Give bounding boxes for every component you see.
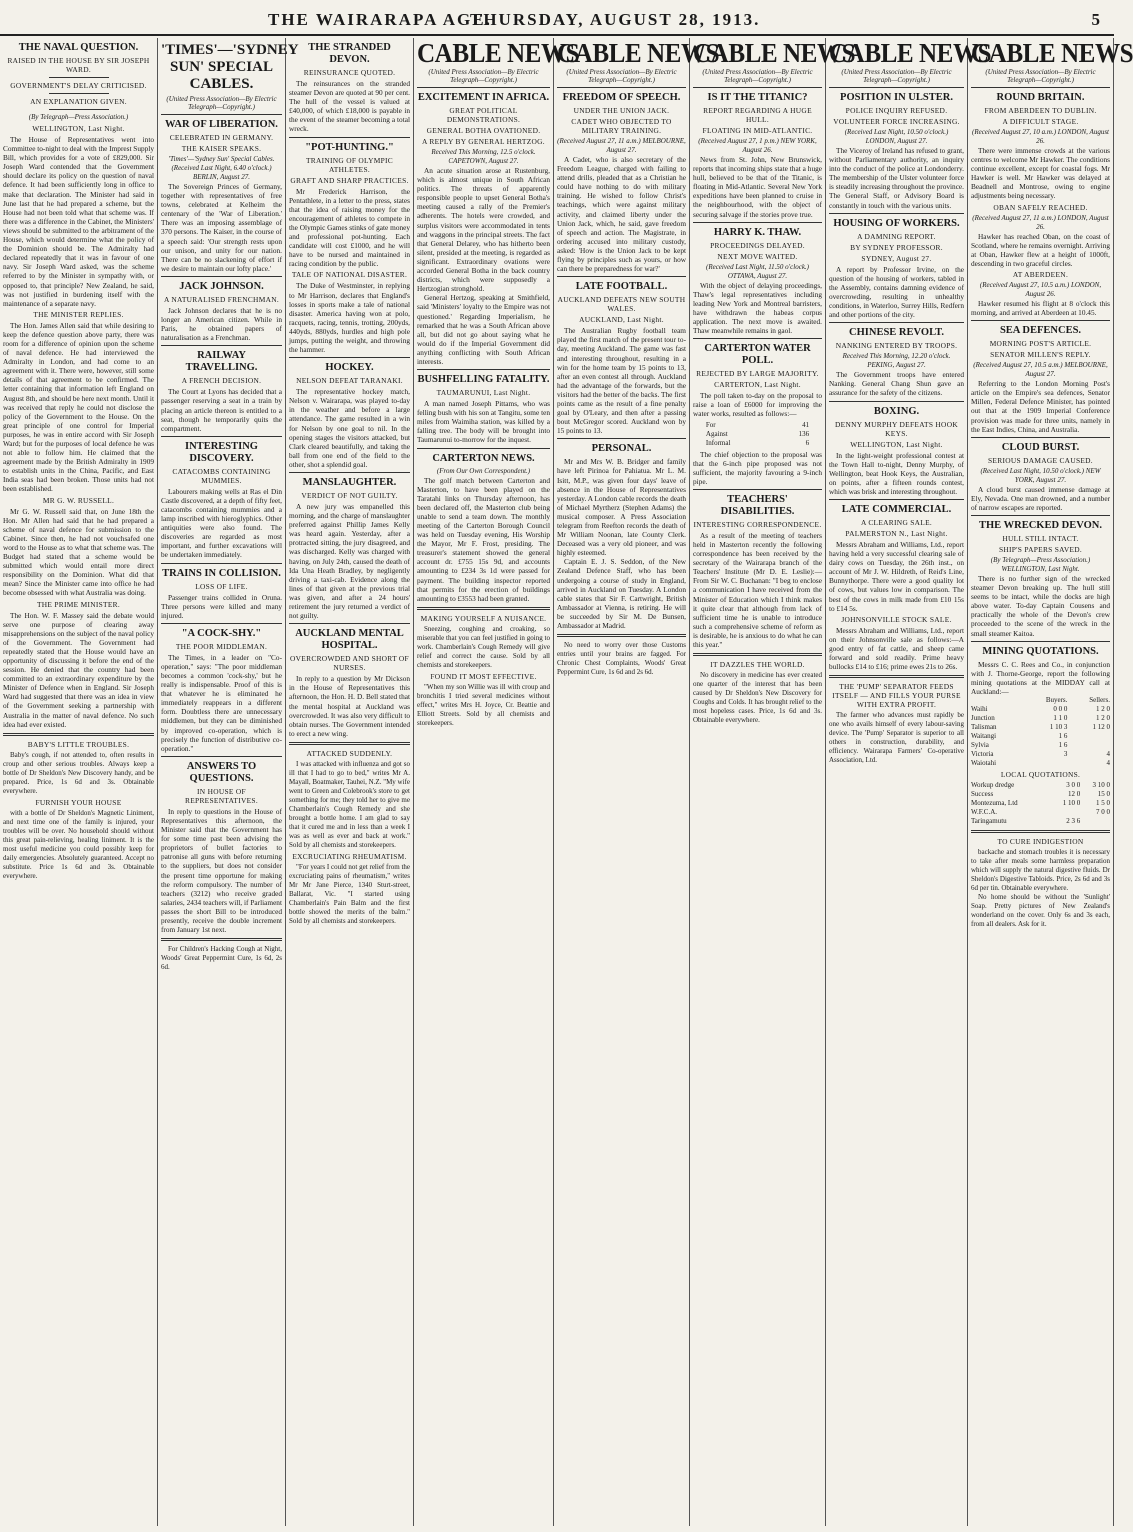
table-row: Taringamutu 2 3 6 (971, 817, 1081, 825)
subheadline: BY SYDNEY PROFESSOR. (850, 242, 943, 252)
newspaper-title: THE WAIRARAPA AGE. (268, 10, 492, 29)
headline: BOXING. (873, 405, 920, 417)
article-text: A cloud burst caused immense damage at Ely, Nevada. One man drowned, and a number of narrow escapes are reported. (971, 484, 1110, 512)
dateline: (Received August 27, 11 a.m.) MELBOURNE, August 27. (557, 137, 686, 154)
dateline: (Received August 27, 1 p.m.) NEW YORK, August 26. (698, 137, 817, 154)
article-text: News from St. John, New Brunswick, reports that incoming ships state that a huge hull, believed to be that of the Titanic, is floating in Mid-Atlantic. Several New York expeditions have been planned to cruise in the neighbourhood, with the object of securing salvage if the stories prove true. (693, 155, 822, 219)
table-row: Waiotahi 4 (971, 759, 1110, 767)
page-number: 5 (1091, 10, 1102, 29)
headline: ANSWERS TO QUESTIONS. (186, 760, 257, 784)
article-text: There were immense crowds at the various centres to welcome Mr Hawker. The conditions continue excellent, except for coastal fogs. Mr Hawker is well. Mr Hawker was delayed at Beadnell and Montrose, owing to engine adjustments being necessary. (971, 146, 1110, 201)
table-row: Junction 1 1 0 1 2 0 (971, 714, 1110, 722)
column-1 (0, 38, 158, 1526)
subheadline: RAISED IN THE HOUSE BY SIR JOSEPH WARD. (7, 56, 150, 74)
column-7 (826, 38, 992, 1526)
headline: EXCITEMENT IN AFRICA. (417, 92, 550, 103)
article-text: A report by Professor Irvine, on the question of the housing of workers, tabled in the Assembly, contains damning evidence of overcrowding, resulting in unhealthy conditions, in Waterloo, Surrey Hills, Redfern and other portions of the city. (829, 264, 964, 320)
column-5 (554, 38, 720, 1526)
advert-text: No home should be without the 'Sunlight' Soap. Pretty pictures of New Zealand's wonderland on the cover. Only 6s and 3s each, from all dealers. Ask for it. (971, 893, 1110, 928)
dateline: WELLINGTON, Last Night. (32, 124, 125, 133)
subheadline: VERDICT OF NOT GUILTY. (301, 491, 398, 500)
article-text: The Government troops have entered Nanking. General Chang Shun gave an assurance for the safety of the citizens. (829, 370, 964, 398)
column-8 (968, 38, 1133, 1526)
headline: FREEDOM OF SPEECH. (562, 92, 681, 103)
subheadline: POLICE INQUIRY REFUSED. (845, 106, 948, 115)
subheadline: NANKING ENTERED BY TROOPS. (835, 341, 958, 351)
table-row: Against 136 (705, 429, 810, 438)
subheadline: A FRENCH DECISION. (181, 376, 262, 386)
advert-heading: IT DAZZLES THE WORLD. (710, 660, 805, 670)
advert-heading: MAKING YOURSELF A NUISANCE. (420, 613, 547, 623)
dateline: 'Times'—'Sydney Sun' Special Cables. (Received Last Night, 6.40 o'clock.) BERLIN, August 27. (168, 155, 275, 181)
advert-text: For Children's Hacking Cough at Night, Woods' Great Peppermint Cure, 1s 6d, 2s 6d. (161, 945, 282, 972)
headline: TRAINS IN COLLISION. (162, 567, 281, 579)
subheadline: A DAMNING REPORT. (857, 231, 936, 241)
subheadline: CELEBRATED IN GERMANY. (169, 133, 274, 142)
article-text: As a result of the meeting of teachers held in Masterton recently the following correspondence has been received by the secretary of the Wairarapa branch of the Teachers' Institute (Mr D. E. Leslie):— From Sir W. C. Buchanan: "I beg to enclose a communication I have received from the Minister of Education which I think makes it quite clear that although from lack of sufficient time he is unable to introduce such a comprehensive scheme of reform as is desirable, he is anxious to do what he can this year." (693, 530, 822, 649)
advert-text: I was attacked with influenza and got so ill that I had to go to bed," writes Mr A. Mayall, Boatmaker, Tauhei, N.Z. "My wife went to Green and Colebrook's store to get something for me; they told her to give me Chamberlain's Cough Remedy and she brought a bottle home. I am glad to say that it cured me and in less than a week I was as well as ever and back at work." Sold by all chemists and storekeepers. (289, 759, 410, 849)
dateline: AUCKLAND, Last Night. (579, 315, 664, 325)
headline: "A COCK-SHY." (181, 627, 262, 639)
credit: (United Press Association—By Electric Telegraph—Copyright.) (702, 68, 813, 84)
subheadline: THE KAISER SPEAKS. (181, 144, 262, 153)
headline: ROUND BRITAIN. (996, 92, 1085, 103)
subheadline: TALE OF NATIONAL DISASTER. (291, 270, 408, 280)
subheadline: OVERCROWDED AND SHORT OF NURSES. (290, 654, 409, 673)
dateline: (Received August 27, 10.5 a.m.) MELBOURNE, August 27. (973, 361, 1108, 379)
subheadline: REINSURANCE QUOTED. (303, 68, 396, 77)
article-text: A new jury was empanelled this morning, and the charge of manslaughter preferred against Phillip James Kelly was heard again. Yesterday, after a protracted sitting, the jury disagreed, and was discharged. Kelly was charged with having, on July 24th, caused the death of Ida Una Heath Bradley, by negligently driving a taxi-cab. Evidence along the lines of that given at the previous trial was given, and after a 24 hours' retirement the jury returned a verdict of not guilty. (289, 502, 410, 621)
article-text: The Times, in a leader on "Co-operation," says: "The poor middleman becomes a common 'cock-shy,' but he really is indispensable. Proof of this is that whatever he is eliminated he immediately reappears in a different form. Doubtless there are unnecessary middlemen, but they can be diminished by improved co-operation, which is precisely the function of distributive co-operation." (161, 652, 282, 753)
dateline: Received This Morning, 12.5 o'clock. CAPETOWN, August 27. (431, 148, 536, 165)
section-banner: 'TIMES'—'SYDNEY SUN' SPECIAL CABLES. (161, 42, 299, 92)
dateline: (Received August 27, 11 a.m.) LONDON, August 26. (972, 213, 1109, 231)
headline: LATE COMMERCIAL. (841, 503, 952, 515)
table-row: Sylvia 1 6 (971, 741, 1068, 749)
credit: (By Telegraph—Press Association.) (28, 113, 129, 121)
article-text: Messrs Abraham and Williams, Ltd., report having held a very successful clearing sale of dairy cows on Tuesday, the 26th inst., on account of Mr J. W. Hildreth, of Reid's Line, Bunnythorpe. There were a good quality lot of cows, but values low in comparison. The best of the cows in milk made from £10 15s to £14 5s. (829, 539, 964, 613)
dateline: PALMERSTON N., Last Night. (845, 528, 948, 538)
dateline: TAUMARUNUI, Last Night. (436, 388, 531, 398)
masthead (0, 0, 1114, 36)
headline: RAILWAY TRAVELLING. (185, 350, 258, 374)
table-row: Waitangi 1 6 (971, 732, 1068, 740)
mining-quotations-table (971, 696, 1110, 768)
subheadline: DENNY MURPHY DEFEATS HOOK KEYS. (835, 419, 958, 438)
subheadline: A NATURALISED FRENCHMAN. (164, 294, 279, 304)
table-row: Talisman 1 10 3 1 12 0 (971, 723, 1110, 731)
credit: (United Press Association—By Electric Telegraph—Copyright.) (841, 68, 952, 84)
advert-heading: EXCRUCIATING RHEUMATISM. (292, 851, 407, 861)
headline: PERSONAL. (591, 443, 652, 455)
article-text: Referring to the London Morning Post's article on the Empire's sea defences, Senator Millen, Federal Defence Minister, has pointed out that at the 1909 Imperial Conference provision was made for three units, namely in the East Indies, China, and Australia. (971, 379, 1110, 434)
headline: SEA DEFENCES. (999, 325, 1082, 337)
advert-heading: TO CURE INDIGESTION (997, 837, 1084, 846)
subheadline: A REPLY BY GENERAL HERTZOG. (422, 137, 545, 146)
headline: "POT-HUNTING." (305, 141, 394, 153)
article-text: The Hon. James Allen said that while desiring to keep the defence question above party, there was room for a difference of opinion upon the scheme of naval defence. He had interviewed the Admiralty in London, and had come to an agreement with it. There were, however, still some details of that agreement to be confirmed. The letter containing that information left England on August 8th, and should be here next month. Until it was received that reply he could not disclose the policy of the Government to the House. On the great principle of one control for Imperial purposes, he was in entire accord with Sir Joseph Ward; but for the purposes of local defence he was not able to follow him. He claimed that the agreement made by the British Admiralty in 1909 to establish units in the China, Pacific, and East India seas had been broken. Those units had not been established. (3, 320, 154, 494)
subheadline: CADET WHO OBJECTED TO MILITARY TRAINING. (571, 117, 672, 135)
advert-text: Sneezing, coughing and croaking, so miserable that you can feel justified in going to work. Chamberlain's Cough Remedy will give relief and correct the cause. Sold by all chemists and storekeepers. (417, 624, 550, 669)
subheadline: AT ABERDEEN. (1012, 269, 1069, 279)
credit: (United Press Association—By Electric Telegraph—Copyright.) (428, 68, 539, 84)
advert-text: with a bottle of Dr Sheldon's Magnetic Liniment, and next time one of the family is injured, your troubles will be over. No household should without this great pain-relieving, healing liniment. It is the most useful medicine you could possibly keep for daily emergencies. Absolutely guaranteed. Accept no substitute. Price 1s 6d and 3s. Obtainable everywhere. (3, 808, 154, 880)
article-text: The House of Representatives went into Committee to-night to deal with the Imprest Supply Bill, which provides for a vote of £829,000. Sir Joseph Ward contended that the Government should declare its policy on the question of naval defence. It had been sufficiently long in office to make that declaration. The Minister had said in June last that he had prepared a scheme, but the House had not been told what that scheme was. If there was a difference in the Cabinet, the Ministers' views should be submitted to the arbitrament of the House, which would determine what the policy of the Dominion should be. The Admiralty had declared repeatedly that it was in favour of one navy. Sir Joseph Ward asked, was the scheme referred to by the Minister in sympathy with, or opposed to, that principle? New Zealand, he said, was not justified in burdening itself with the maintenance of a separate navy. (3, 135, 154, 308)
subheadline: MR G. W. RUSSELL. (42, 495, 115, 505)
article-text: The Duke of Westminster, in replying to Mr Harrison, declares that England's losses in sports make a tale of national disaster. America having won at polo, racquets, racing, tennis, trotting, 200yds, 440yds, 880yds, hurdles and high pole jumps, putting the weight, and throwing the hammer. (289, 281, 410, 355)
subheadline: OBAN SAFELY REACHED. (993, 202, 1088, 212)
advert-text: "For years I could not get relief from the excruciating pains of rheumatism," writes Mr Mr Jane Pierce, 1340 Sturt-street, Ballarat, Vic. "I started using Chamberlain's Pain Balm and the first bottle showed the merits of the balm." Sold by all chemists and storekeepers. (289, 862, 410, 925)
subheadline: SERIOUS DAMAGE CAUSED. (988, 455, 1093, 465)
subheadline: REJECTED BY LARGE MAJORITY. (696, 369, 819, 379)
column-4 (414, 38, 580, 1526)
article-text: The chief objection to the proposal was that the 6-inch pipe proposed was not sufficient, the majority favouring a 9-inch pipe. (693, 449, 822, 486)
dateline: CARTERTON, Last Night. (714, 380, 801, 390)
article-text: Jack Johnson declares that he is no longer an American citizen. While in Paris, he obtained papers of naturalisation as a Frenchman. (161, 305, 282, 343)
subheadline: VOLUNTEER FORCE INCREASING. (833, 117, 960, 126)
subheadline: (From Our Own Correspondent.) (436, 466, 531, 475)
dateline: (Received Last Night, 10.50 o'clock.) NEW YORK, August 27. (980, 466, 1101, 484)
subheadline: GRAFT AND SHARP PRACTICES. (290, 175, 409, 185)
advert-heading: THE 'PUMP' SEPARATOR FEEDS ITSELF — AND FILLS YOUR PURSE WITH EXTRA PROFIT. (832, 682, 961, 710)
subheadline: SHIP'S PAPERS SAVED. (998, 544, 1083, 554)
table-row: Workup dredge 3 0 0 3 10 0 (971, 781, 1110, 789)
table-row: Informal 6 (705, 438, 810, 447)
subheadline: IN HOUSE OF REPRESENTATIVES. (185, 786, 258, 805)
column-3 (286, 38, 414, 1526)
subheadline: LOSS OF LIFE. (195, 581, 248, 591)
article-text: The poll taken to-day on the proposal to raise a loan of £6000 for improving the water works, resulted as follows:— (693, 391, 822, 419)
advert-text: "When my son Willie was ill with croup and bronchitis I tried several medicines without effect," writes Mrs H. Joyce, Cr. Beattie and Elliott Streets. Sold by all chemists and storekeepers. (417, 682, 550, 727)
dateline: (Received Last Night, 11.50 o'clock.) OTTAWA, August 27. (705, 262, 810, 280)
table-row: Victoria 3 4 (971, 750, 1110, 758)
table-row: Montezuma, Ltd 1 10 0 1 5 0 (971, 799, 1110, 807)
dateline: Received This Morning, 12.20 o'clock. PEKING, August 27. (842, 352, 951, 370)
article-text: The representative hockey match, Nelson v. Wairarapa, was played to-day in the weather and before a large attendance. The game resulted in a win for Nelson by one goal to nil. In the opening stages the visitors attacked, but Clark cleared beautifully, and taking the ball from one end of the field to the other, shot a splendid goal. (289, 387, 410, 469)
dateline: SYDNEY, August 27. (861, 253, 932, 263)
article-text: With the object of delaying proceedings, Thaw's legal representatives including leading New York and Montreal barristers, have withdrawn the habeas corpus application. The next move is awaited. Thaw meanwhile remains in gaol. (693, 280, 822, 336)
subheadline: FROM ABERDEEN TO DUBLIN. (984, 106, 1097, 115)
article-text: In the light-weight professional contest at the Town Hall to-night, Denny Murphy, of Wellington, beat Hook Keys, the Australian, on points, after a fifteen rounds contest, which was brisk and interesting throughout. (829, 450, 964, 496)
advert-heading: FURNISH YOUR HOUSE (35, 797, 122, 807)
subheadline: A CLEARING SALE. (860, 517, 933, 527)
headline: MINING QUOTATIONS. (982, 645, 1099, 657)
article-text: In reply to a question by Mr Dickson in the House of Representatives this afternoon, the Hon. H. D. Bell stated that the mental hospital at Auckland was overcrowded. It was also very difficult to obtain nurses. The Government intended to erect a new wing. (289, 674, 410, 738)
headline: JACK JOHNSON. (179, 280, 264, 292)
subheadline: THE PRIME MINISTER. (36, 599, 121, 609)
subheadline: INTERESTING CORRESPONDENCE. (693, 519, 822, 529)
column-2 (158, 38, 299, 1526)
subheadline: THE POOR MIDDLEMAN. (175, 641, 268, 651)
article-text: Mr Frederick Harrison, the Pentathlete, in a letter to the press, states that the idea of raising money for the encouragement of athletes to compete in the Olympic Games stinks of gate money and professional pot-hunting. Each candidate will cost £1000, and he will have to be nursed and maintained in racing condition by the public. (289, 186, 410, 269)
article-text: Captain E. J. S. Seddon, of the New Zealand Defence Staff, who has been undergoing a course of study in England, arrived in Auckland on Tuesday. A London cable states that Sir F. Cartwright, British Ambassador at Vienna, is retiring. He will be succeeded by Sir M. De Bunsen, Ambassador at Madrid. (557, 557, 686, 631)
subheadline: FLOATING IN MID-ATLANTIC. (702, 126, 813, 135)
headline: BUSHFELLING FATALITY. (417, 374, 550, 386)
subheadline: GOVERNMENT'S DELAY CRITICISED. (10, 81, 147, 90)
article-text: Hawker has reached Oban, on the coast of Scotland, where he remains overnight. Arriving at Oban, Hawker flew at a height of 1000ft, descending in two graceful circles. (971, 231, 1110, 268)
headline: CARTERTON WATER POLL. (704, 343, 811, 367)
article-text: General Hertzog, speaking at Smithfield, said 'Ministers' loyalty to the Empire was not questioned.' Regarding Imperialism, he remarked that he was a South African above all, but did not go about saying what he would do if the Imperial Government did anything conflicting with South African interests. (417, 293, 550, 366)
local-quotations-table (971, 781, 1110, 826)
subheadline: REPORT REGARDING A HUGE HULL. (703, 106, 812, 124)
subheadline: UNDER THE UNION JACK. (573, 106, 670, 115)
subheadline: NELSON DEFEAT TARANAKI. (296, 376, 403, 386)
headline: CHINESE REVOLT. (849, 327, 944, 339)
credit: (United Press Association—By Electric Telegraph—Copyright.) (166, 95, 277, 111)
subheadline: MORNING POST'S ARTICLE. (989, 339, 1092, 349)
subheadline: PROCEEDINGS DELAYED. (710, 240, 805, 250)
article-text: The Viceroy of Ireland has refused to grant, without Parliamentary authority, an inquiry into the conduct of the police at Londonderry. The membership of the Ulster volunteer force is steadily increasing throughout the province. The General Staff, or Advisory Board is constantly in touch with the various units. (829, 146, 964, 210)
headline: THE WRECKED DEVON. (979, 519, 1102, 531)
headline: IS IT THE TITANIC? (707, 92, 808, 103)
article-text: Mr G. W. Russell said that, on June 18th the Hon. Mr Allen had said that he had prepared a scheme of naval defence for submission to the Cabinet. Since then, he had not vouchsafed one word to the House as to what that scheme was. The Budget had stated that a scheme would be submitted which would entail more direct responsibility on the Dominion. What did that mean? Since the Minister came into office he had become obsessed with what Australia was doing. (3, 506, 154, 598)
article-text: The golf match between Carterton and Masterton, to have been played on the Taratahi links on Thursday afternoon, has been declared off, the Masterton club being unable to send a team down. The monthly meeting of the Carterton Borough Council was held on Tuesday evening, His Worship the Mayor, Mr F. Frost, presiding. The treasurer's statement showed the general account dr. £755 15s 9d, and accounts amounting to £234 3s 1d were passed for payment. The building inspector reported that permits for the erection of buildings amounting to £3553 had been granted. (417, 475, 550, 603)
dateline: (Received Last Night, 10.50 o'clock.) LONDON, August 27. (844, 128, 949, 145)
headline: THE NAVAL QUESTION. (18, 42, 139, 53)
article-text: An acute situation arose at Rustenburg, which is almost unique in South African politics. The threats of apparently responsible people to upset General Botha's meeting caused a rally of the Premier's adherents. The hotels were crowded, and surplus visitors were accommodated in tents and waggons in the principal streets. The fact that General Delarey, who has hitherto been silent, presided at the meeting, is regarded as significant. Extraordinary ovations were accorded General Botha in the back country districts, which were supposedly a Hertzogian stronghold. (417, 166, 550, 294)
headline: CLOUD BURST. (1001, 441, 1080, 453)
dateline: (Received August 27, 10 a.m.) LONDON, August 26. (971, 128, 1109, 145)
headline: THE STRANDED DEVON. (308, 42, 391, 65)
table-header: Buyers. Sellers. (1045, 696, 1110, 704)
article-text: Labourers making wells at Ras el Din Castle discovered, at a depth of fifty feet, catacombs containing mummies and a lamp inscribed with hieroglyphics. Other antiquities were also found. The discoveries are regarded as most important, and further excavations will be undertaken immediately. (161, 486, 282, 560)
subheadline: LOCAL QUOTATIONS. (1000, 770, 1081, 779)
article-text: The reinsurances on the stranded steamer Devon are quoted at 90 per cent. The hull of the vessel is valued at £40,000, of which £18,000 is payable in the event of the steamer becoming a total wreck. (289, 79, 410, 134)
table-row: For 41 (705, 420, 810, 429)
dateline: (Received August 27, 10.5 a.m.) LONDON, August 26. (979, 280, 1102, 298)
headline: WAR OF LIBERATION. (165, 119, 278, 130)
article-text: The Sovereign Princes of Germany, together with representatives of free towns, celebrated at Kelheim the centenary of the 'War of Liberation.' There was an imposing assemblage of 370 persons. The Kaiser, in the course of a speech said: 'Our strength rests upon our unison, and unity for our nation. There can be no slackening of effort if we desire to maintain our lofty place.' (161, 182, 282, 273)
section-banner: CABLE NEWS (693, 38, 856, 68)
subheadline: THE MINISTER REPLIES. (33, 309, 124, 319)
section-banner: CABLE NEWS (557, 38, 720, 68)
headline: LATE FOOTBALL. (575, 281, 668, 293)
article-text: Mr and Mrs W. B. Bridger and family have left Pirinoa for Pahiatua. Mr L. M. Isitt, M.P., was given four days' leave of absence in the House of Representatives yesterday. A London cable records the death of Michael Myrtherz (Stephen Adams) the musical composer. A Press Association telegram from Reefton records the death of Mr William Noonan, late County Clerk. Deceased was a very old pioneer, and was highly esteemed. (557, 457, 686, 558)
subheadline: NEXT MOVE WAITED. (717, 251, 798, 261)
poll-results-table (706, 421, 809, 448)
subheadline: JOHNSONVILLE STOCK SALE. (841, 614, 952, 624)
subheadline: TRAINING OF OLYMPIC ATHLETES. (305, 155, 394, 174)
issue-date: THURSDAY, AUGUST 28, 1913. (470, 10, 761, 29)
article-text: The Australian Rugby football team played the first match of the present tour to-day, meeting Auckland. The game was fast and interesting throughout, resulting in a win for the home team by 15 points to 13, after an even contest all through. Auckland had the advantage of the forwards, but the visitors had the better of the backs. The first points came as the result of a fine penalty goal by O'Leary, and then after a passing bout McGregor scored. Auckland won by 15 points to 13. (557, 326, 686, 436)
advert-text: Baby's cough, if not attended to, often results in croup and other serious troubles. Always keep a bottle of Dr Sheldon's New Discovery handy, and be prepared. Price, 1s 6d and 3s. Obtainable everywhere. (3, 750, 154, 795)
section-banner: CABLE NEWS (417, 38, 580, 68)
column-6 (690, 38, 856, 1526)
table-row: W.F.C.A. 7 0 0 (971, 808, 1110, 816)
advert-heading: BABY'S LITTLE TROUBLES. (27, 739, 130, 749)
article-text: The Court at Lyons has decided that a passenger reserving a seat in a train by placing an article thereon is entitled to a seat, though he temporarily quits the compartment. (161, 387, 282, 433)
advert-text: backache and stomach troubles it is necessary to take after meals some harmless preparation which will supply the natural digestive fluids. Dr Sheldon's Digestive Tabloids. Price, 2s 6d and 3s 6d per tin. Obtainable everywhere. (971, 848, 1110, 892)
article-text: Hawker resumed his flight at 8 o'clock this morning, and arrived at Aberdeen at 10.45. (971, 298, 1110, 318)
credit: (United Press Association—By Electric Telegraph—Copyright.) (566, 68, 677, 84)
subheadline: AN EXPLANATION GIVEN. (30, 97, 127, 106)
dateline: WELLINGTON, Last Night. (850, 439, 943, 449)
subheadline: HULL STILL INTACT. (1002, 533, 1079, 543)
article-text: In reply to questions in the House of Representatives this afternoon, the Minister said that the Government has for some time past been advising the proprietors of bullet factories to patronise all guns with before returning to the suppliers, but does not consider the present time opportune for making the reform compulsory. The number of teachers (3212) who receive graded salaries, 2434 teachers will, if Parliament passes the short Bill to be introduced presently, receive the double increment from January 1st next. (161, 806, 282, 935)
headline: HOUSING OF WORKERS. (833, 217, 960, 229)
article-text: There is no further sign of the wrecked steamer Devon breaking up. The hull still seems to be intact, while the docks are high above water. To-day Captain Cousens and practically the whole of the Devon's crew proceeded to the scene of the wreck in the small steamer Kaitoa. (971, 573, 1110, 638)
table-row: Waihi 0 0 0 1 2 0 (971, 705, 1110, 713)
headline: MANSLAUGHTER. (302, 477, 397, 488)
table-row: Success 12 0 15 0 (971, 790, 1110, 798)
subheadline: GENERAL BOTHA OVATIONED. (426, 126, 541, 135)
advert-heading: FOUND IT MOST EFFECTIVE. (430, 671, 537, 681)
headline: HARRY K. THAW. (713, 226, 802, 238)
section-banner: CABLE NEWS (971, 38, 1133, 68)
headline: POSITION IN ULSTER. (840, 92, 953, 103)
advert-text: The farmer who advances must rapidly be one who avails himself of every labour-saving device. The 'Pump' Separator is superior to all others in construction, durability, and efficiency. Wairarapa Farmers' Co-operative Association, Ltd. (829, 711, 964, 765)
subheadline: CATACOMBS CONTAINING MUMMIES. (172, 466, 271, 485)
headline: CARTERTON NEWS. (432, 452, 535, 464)
section-banner: CABLE NEWS (829, 38, 992, 68)
advert-text: No discovery in medicine has ever created one quarter of the interest that has been caused by Dr Sheldon's New Discovery for Coughs and Colds. It has brought relief to the most hopeless cases. Price, 1s 6d and 3s. Obtainable everywhere. (693, 671, 822, 725)
headline: AUCKLAND MENTAL HOSPITAL. (295, 628, 404, 652)
subheadline: A DIFFICULT STAGE. (1002, 117, 1079, 126)
headline: HOCKEY. (325, 362, 374, 374)
article-text: Passenger trains collided in Oruna. Three persons were killed and many injured. (161, 592, 282, 620)
headline: TEACHERS' DISABILITIES. (720, 493, 795, 517)
article-text: The Hon. W. F. Massey said the debate would serve one purpose of clearing away misapprehensions on the subject of the naval policy of the Government. The Government had repeatedly stated that the House would have an opportunity of discussing it before the end of the session. He denied that the country had been committed to an extraordinary expenditure by the Minister of Defence when in England. Sir Joseph Ward had suggested that there was an idea in view of the Government seeking a partnership with Australia in the matter of naval defence. No such idea had ever existed. (3, 610, 154, 729)
credit: (United Press Association—By Electric Telegraph—Copyright.) (985, 68, 1096, 84)
headline: INTERESTING DISCOVERY. (185, 440, 258, 464)
subheadline: GREAT POLITICAL DEMONSTRATIONS. (446, 106, 521, 124)
advert-heading: ATTACKED SUDDENLY. (306, 748, 393, 758)
article-text: Messrs Abraham and Williams, Ltd., report on their Johnsonville sale as follows:—A good entry of fat cattle, and sheep came forward and sold readily. Prime heavy bullocks £14 to £16; prime ewes 21s to 26s. (829, 625, 964, 672)
article-text: A man named Joseph Pittams, who was felling bush with his son at Tangitu, some ten miles from Waimiha station, was killed by a falling tree. The body will be brought into Taumarunui to-morrow for the inquest. (417, 399, 550, 445)
advert-text: No need to worry over those Customs entries until your brains are fagged. For Chronic Chest Complaints, Woods' Great Peppermint Cure, 1s 6d and 2s 6d. (557, 641, 686, 677)
dateline: (By Telegraph—Press Association.) WELLINGTON, Last Night. (990, 555, 1091, 573)
subheadline: AUCKLAND DEFEATS NEW SOUTH WALES. (557, 295, 686, 314)
article-text: A Cadet, who is also secretary of the Freedom League, charged with failing to attend drills, pleaded that as a Christian he could have nothing to do with military training. He wished to follow Christ's teachings, which were against military activity, and claimed liberty under the Union Jack, which, he said, gave freedom of speech and action. The Magistrate, in ordering accused into military custody, asked: 'How is the Union Jack to be kept flying by principles such as yours, or how can there be preparedness for war?' (557, 155, 686, 274)
article-text: Messrs C. C. Rees and Co., in conjunction with J. Thorne-George, report the following mining quotations at the MIDDAY call at Auckland:— (971, 659, 1110, 696)
subheadline: SENATOR MILLEN'S REPLY. (990, 350, 1091, 360)
